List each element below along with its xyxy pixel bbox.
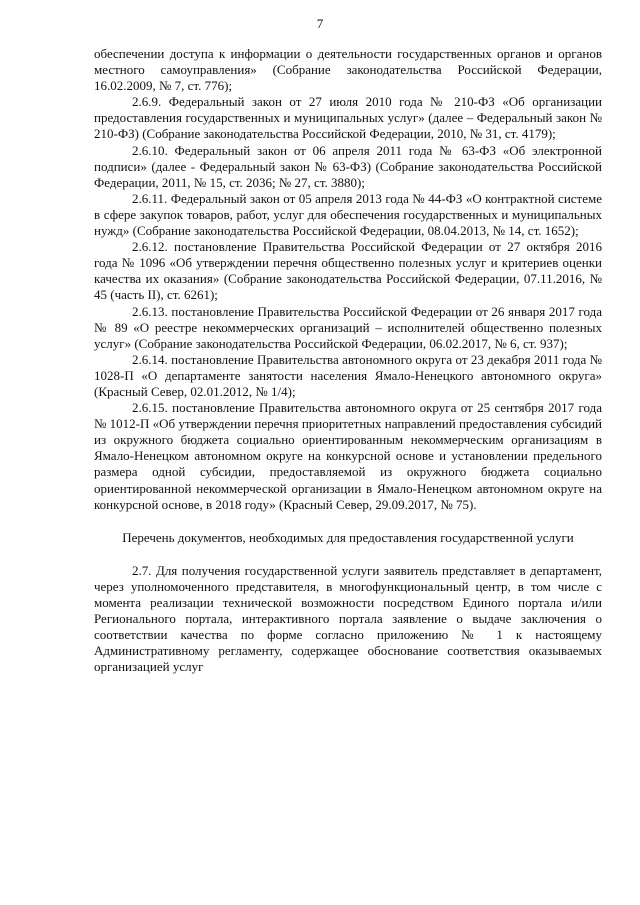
paragraph-2-6-13: 2.6.13. постановление Правительства Российской Федерации от 26 января 2017 года № 89 «О реестре некоммерческих организаций – исполнителей общественно полезных услуг» (Собрание законодательства Российской Федерации, 06.02.2017, № 6, ст. 937); [94,303,602,351]
section-heading: Перечень документов, необходимых для предоставления государственной услуги [122,529,574,545]
paragraph-2-6-9: 2.6.9. Федеральный закон от 27 июля 2010 года № 210-ФЗ «Об организации предоставления государственных и муниципальных услуг» (далее – Федеральный закон № 210-ФЗ) (Собрание законодательства Российской Федерации, 2010, № 31, ст. 4179); [94,94,602,142]
paragraph-2-6-10: 2.6.10. Федеральный закон от 06 апреля 2011 года № 63-ФЗ «Об электронной подписи» (далее - Федеральный закон № 63-ФЗ) (Собрание законодательства Российской Федерации, 2011, № 15, ст. 2036; № 27, ст. 3880); [94,142,602,190]
page-number: 7 [316,16,324,31]
paragraph-2-6-14: 2.6.14. постановление Правительства автономного округа от 23 декабря 2011 года № 1028-П «О департаменте занятости населения Ямало-Ненецкого автономного округа» (Красный Север, 02.01.2012, № 1/4); [94,351,602,399]
paragraph-2-7: 2.7. Для получения государственной услуги заявитель представляет в департамент, через уполномоченного представителя, в многофункциональный центр, в том числе с момента реализации технической возможности посредством Единого портала и/или Регионального портала, интерактивного портала заявление о выдаче заключения о соответствии качества по форме согласно приложению № 1 к настоящему Административному регламенту, содержащее обоснование соответствия оказываемых организацией услуг [94,562,602,675]
document-body [94,46,602,675]
paragraph-2-6-15: 2.6.15. постановление Правительства автономного округа от 25 сентября 2017 года № 1012-П «Об утверждении перечня приоритетных направлений предоставления субсидий из окружного бюджета социально ориентированным некоммерческим организациям в Ямало-Ненецком автономном округе на конкурсной основе и установлении предельного размера одной субсидии, предоставляемой из окружного бюджета социально ориентированной некоммерческой организации в Ямало-Ненецком автономном округе на конкурсной основе, в 2018 году» (Красный Север, 29.09.2017, № 75). [94,400,602,512]
paragraph-2-6-12: 2.6.12. постановление Правительства Российской Федерации от 27 октября 2016 года № 1096 «Об утверждении перечня общественно полезных услуг и критериев оценки качества их оказания» (Собрание законодательства Российской Федерации, 07.11.2016, № 45 (часть II), ст. 6261); [94,239,602,303]
paragraph-2-6-11: 2.6.11. Федеральный закон от 05 апреля 2013 года № 44-ФЗ «О контрактной системе в сфере закупок товаров, работ, услуг для обеспечения государственных и муниципальных нужд» (Собрание законодательства Российской Федерации, 08.04.2013, № 14, ст. 1652); [94,190,602,239]
paragraph-continuation: обеспечении доступа к информации о деятельности государственных органов и органов местного самоуправления» (Собрание законодательства Российской Федерации, 16.02.2009, № 7, ст. 776); [94,46,602,94]
